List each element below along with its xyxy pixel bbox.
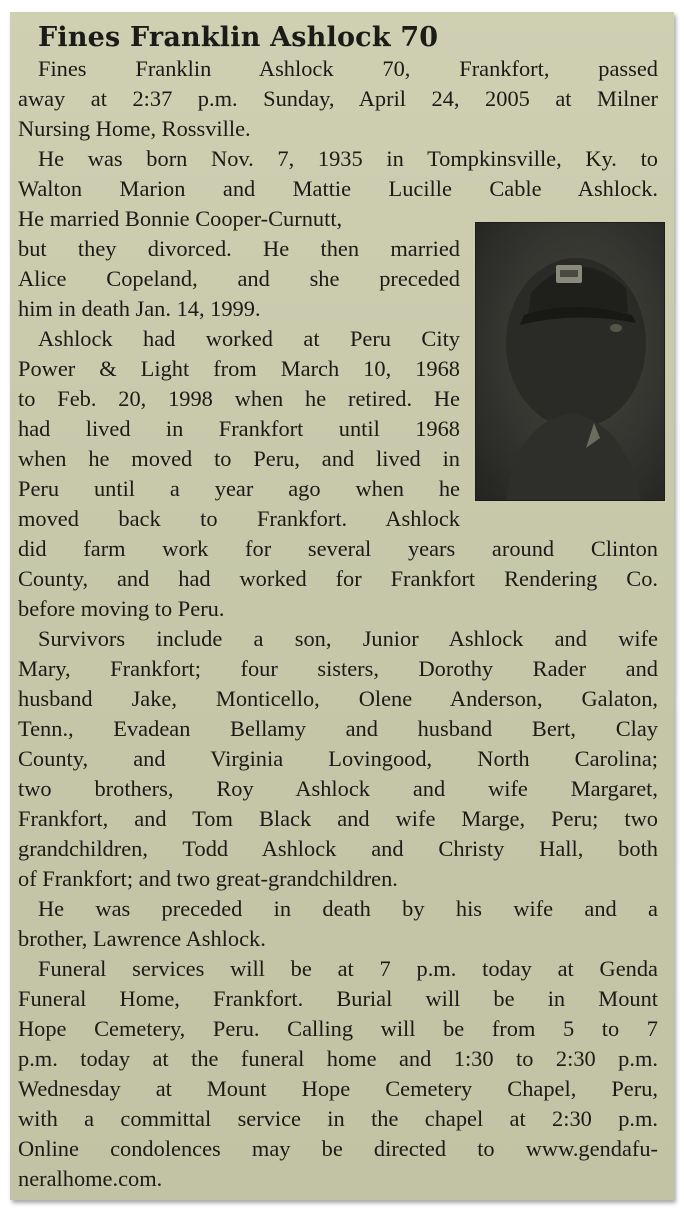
portrait-photo [475, 222, 665, 501]
article-line: Wednesday at Mount Hope Cemetery Chapel, Peru, [18, 1076, 658, 1101]
article-line: neralhome.com. [18, 1166, 163, 1191]
article-line: County, and Virginia Lovingood, North Carolina; [18, 746, 658, 771]
article-line: two brothers, Roy Ashlock and wife Margaret, [18, 776, 658, 801]
article-line: brother, Lawrence Ashlock. [18, 926, 266, 951]
article-line: did farm work for several years around Clinton [18, 536, 658, 561]
article-line: before moving to Peru. [18, 596, 225, 621]
article-line: Survivors include a son, Junior Ashlock and wife [38, 626, 658, 651]
article-line: Online condolences may be directed to www.gendafu- [18, 1136, 658, 1161]
article-line: Ashlock had worked at Peru City [38, 326, 460, 351]
article-line: Hope Cemetery, Peru. Calling will be from 5 to 7 [18, 1016, 658, 1041]
article-line: Funeral Home, Frankfort. Burial will be in Mount [18, 986, 658, 1011]
article-line: Alice Copeland, and she preceded [18, 266, 460, 291]
article-line: away at 2:37 p.m. Sunday, April 24, 2005 at Milner [18, 86, 658, 111]
article-line: He was born Nov. 7, 1935 in Tompkinsville, Ky. to [38, 146, 658, 171]
article-line: moved back to Frankfort. Ashlock [18, 506, 460, 531]
article-line: of Frankfort; and two great-grandchildren. [18, 866, 398, 891]
article-line: Fines Franklin Ashlock 70, Frankfort, passed [38, 56, 658, 81]
article-line: Walton Marion and Mattie Lucille Cable Ashlock. [18, 176, 658, 201]
article-line: He was preceded in death by his wife and a [38, 896, 658, 921]
newspaper-clipping [10, 12, 674, 1200]
obituary-article [18, 22, 658, 1194]
article-headline: Fines Franklin Ashlock 70 [38, 22, 439, 53]
article-line: Power & Light from March 10, 1968 [18, 356, 460, 381]
article-line: grandchildren, Todd Ashlock and Christy Hall, both [18, 836, 658, 861]
article-line: p.m. today at the funeral home and 1:30 to 2:30 p.m. [18, 1046, 658, 1071]
article-line: County, and had worked for Frankfort Rendering Co. [18, 566, 658, 591]
article-line: Tenn., Evadean Bellamy and husband Bert, Clay [18, 716, 658, 741]
article-line: He married Bonnie Cooper-Curnutt, [18, 206, 343, 231]
article-line: Nursing Home, Rossville. [18, 116, 251, 141]
article-line: but they divorced. He then married [18, 236, 460, 261]
article-line: husband Jake, Monticello, Olene Anderson, Galaton, [18, 686, 658, 711]
article-line: him in death Jan. 14, 1999. [18, 296, 261, 321]
article-line: Peru until a year ago when he [18, 476, 460, 501]
article-line: to Feb. 20, 1998 when he retired. He [18, 386, 460, 411]
article-line: Mary, Frankfort; four sisters, Dorothy Rader and [18, 656, 658, 681]
article-line: with a committal service in the chapel at 2:30 p.m. [18, 1106, 658, 1131]
article-line: had lived in Frankfort until 1968 [18, 416, 460, 441]
article-line: when he moved to Peru, and lived in [18, 446, 460, 471]
article-line: Funeral services will be at 7 p.m. today at Genda [38, 956, 658, 981]
portrait-figure [476, 223, 664, 500]
article-line: Frankfort, and Tom Black and wife Marge, Peru; two [18, 806, 658, 831]
